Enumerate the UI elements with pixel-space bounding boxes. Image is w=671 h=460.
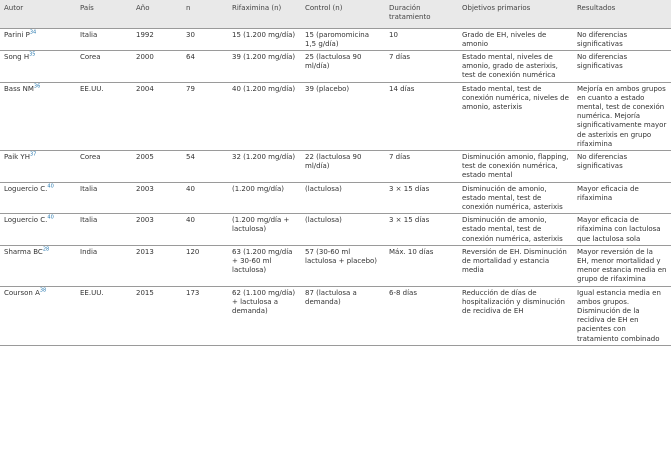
cell-control: 87 (lactulosa a demanda) [305, 288, 357, 306]
author-name: Loguercio C. [4, 184, 48, 193]
cell-n: 40 [186, 184, 195, 193]
header-results: Resultados [573, 0, 671, 28]
cell-control: (lactulosa) [305, 184, 342, 193]
cell-country: Italia [80, 184, 98, 193]
table-row [0, 50, 671, 82]
cell-objectives: Reducción de días de hospitalización y disminución de recidiva de EH [462, 288, 565, 315]
cell-year: 2015 [136, 288, 154, 297]
cell-year: 2000 [136, 52, 154, 61]
cell-rifaximina: 39 (1.200 mg/día) [232, 52, 296, 61]
reference-link[interactable]: 40 [47, 183, 54, 190]
cell-objectives: Disminución de amonio, estado mental, test de conexión numérica, asterixis [462, 184, 563, 211]
cell-rifaximina: 32 (1.200 mg/día) [232, 152, 296, 161]
cell-country: India [80, 247, 98, 256]
cell-control: 22 (lactulosa 90 ml/día) [305, 152, 362, 171]
cell-n: 120 [186, 247, 200, 256]
cell-results: Igual estancia media en ambos grupos. Disminución de la recidiva de EH en pacientes con tratamiento combinado [577, 288, 661, 343]
header-row [0, 0, 671, 28]
cell-year: 2013 [136, 247, 154, 256]
cell-n: 54 [186, 152, 195, 161]
header-rifaximina: Rifaximina (n) [228, 0, 301, 28]
cell-results: No diferencias significativas [577, 30, 628, 48]
cell-rifaximina: (1.200 mg/día + lactulosa) [232, 216, 290, 234]
table-row [0, 150, 671, 182]
cell-duration: 7 días [389, 52, 411, 61]
cell-results: Mayor reversión de la EH, menor mortalidad y menor estancia media en grupo de rifaximina [577, 247, 667, 284]
cell-author [0, 50, 76, 82]
cell-year: 2003 [136, 184, 154, 193]
reference-link[interactable]: 37 [29, 151, 37, 158]
cell-results: No diferencias significativas [577, 52, 628, 71]
cell-objectives: Grado de EH, niveles de amonio [462, 30, 547, 48]
cell-duration: 10 [389, 30, 398, 39]
author-name: Courson A [4, 288, 40, 297]
table-row [0, 82, 671, 150]
cell-year: 2003 [136, 216, 154, 225]
cell-duration: Máx. 10 días [389, 247, 434, 256]
cell-country: Italia [80, 30, 98, 39]
cell-author [0, 286, 76, 345]
cell-results: Mejoría en ambos grupos en cuanto a estado mental, test de conexión numérica. Mejoría significativamente mayor de asterixis en grupo rifaximina [577, 84, 667, 148]
table-row [0, 245, 671, 286]
cell-country: Corea [80, 152, 101, 161]
cell-year: 2005 [136, 152, 154, 161]
cell-n: 40 [186, 216, 195, 225]
author-name: Bass NM [4, 84, 34, 93]
cell-control: (lactulosa) [305, 216, 342, 225]
cell-year: 1992 [136, 30, 154, 39]
cell-duration: 3 × 15 días [389, 216, 430, 225]
cell-control: 15 (paromomicina 1,5 g/día) [305, 30, 369, 48]
cell-duration: 14 días [389, 84, 415, 93]
cell-author [0, 214, 76, 246]
reference-link[interactable]: 36 [33, 83, 41, 90]
cell-author [0, 182, 76, 214]
cell-control: 25 (lactulosa 90 ml/día) [305, 52, 362, 71]
header-n: n [182, 0, 228, 28]
table-row [0, 214, 671, 246]
header-author: Autor [0, 0, 76, 28]
cell-country: Italia [80, 216, 98, 225]
cell-results: No diferencias significativas [577, 152, 628, 171]
reference-link[interactable]: 38 [39, 287, 47, 294]
cell-objectives: Disminución amonio, flapping, test de conexión numérica, estado mental [462, 152, 569, 180]
cell-objectives: Disminución de amonio, estado mental, test de conexión numérica, asterixis [462, 216, 563, 243]
table-row [0, 286, 671, 345]
table-row [0, 182, 671, 214]
cell-n: 30 [186, 30, 195, 39]
cell-objectives: Estado mental, niveles de amonio, grado de asterixis, test de conexión numérica [462, 52, 558, 80]
cell-country: EE.UU. [80, 84, 104, 93]
header-control: Control (n) [301, 0, 385, 28]
header-country: País [76, 0, 132, 28]
cell-objectives: Reversión de EH. Disminución de mortalidad y estancia media [462, 247, 567, 275]
cell-author [0, 245, 76, 286]
table-header [0, 0, 671, 28]
cell-rifaximina: 62 (1.100 mg/día) + lactulosa a demanda) [232, 288, 296, 315]
author-name: Song H [4, 52, 30, 61]
cell-author [0, 82, 76, 150]
cell-country: EE.UU. [80, 288, 104, 297]
cell-country: Corea [80, 52, 101, 61]
author-name: Parini P [4, 30, 30, 39]
cell-n: 173 [186, 288, 200, 297]
cell-year: 2004 [136, 84, 154, 93]
cell-rifaximina: 15 (1.200 mg/día) [232, 30, 296, 39]
cell-rifaximina: (1.200 mg/día) [232, 184, 285, 193]
reference-link[interactable]: 28 [42, 246, 50, 253]
cell-author [0, 150, 76, 182]
cell-results: Mayor eficacia de rifaximina con lactulosa que lactulosa sola [577, 216, 661, 243]
cell-duration: 6-8 días [389, 288, 417, 297]
cell-control: 57 (30-60 ml lactulosa + placebo) [305, 247, 378, 265]
cell-n: 79 [186, 84, 195, 93]
cell-objectives: Estado mental, test de conexión numérica, niveles de amonio, asterixis [462, 84, 569, 111]
header-duration: Duración tratamiento [385, 0, 458, 28]
cell-rifaximina: 40 (1.200 mg/día) [232, 84, 296, 93]
cell-duration: 3 × 15 días [389, 184, 430, 193]
header-objectives: Objetivos primarios [458, 0, 573, 28]
author-name: Paik YH [4, 152, 30, 161]
cell-author [0, 28, 76, 50]
table-row [0, 28, 671, 50]
header-year: Año [132, 0, 182, 28]
reference-link[interactable]: 35 [29, 51, 36, 58]
author-name: Sharma BC [4, 247, 43, 256]
cell-control: 39 (placebo) [305, 84, 350, 93]
cell-duration: 7 días [389, 152, 411, 161]
cell-n: 64 [186, 52, 195, 61]
table-body [0, 28, 671, 345]
reference-link[interactable]: 34 [29, 29, 37, 36]
author-name: Loguercio C. [4, 216, 48, 225]
reference-link[interactable]: 40 [47, 214, 54, 221]
cell-results: Mayor eficacia de rifaximina [577, 184, 639, 202]
cell-rifaximina: 63 (1.200 mg/día + 30-60 ml lactulosa) [232, 247, 293, 275]
